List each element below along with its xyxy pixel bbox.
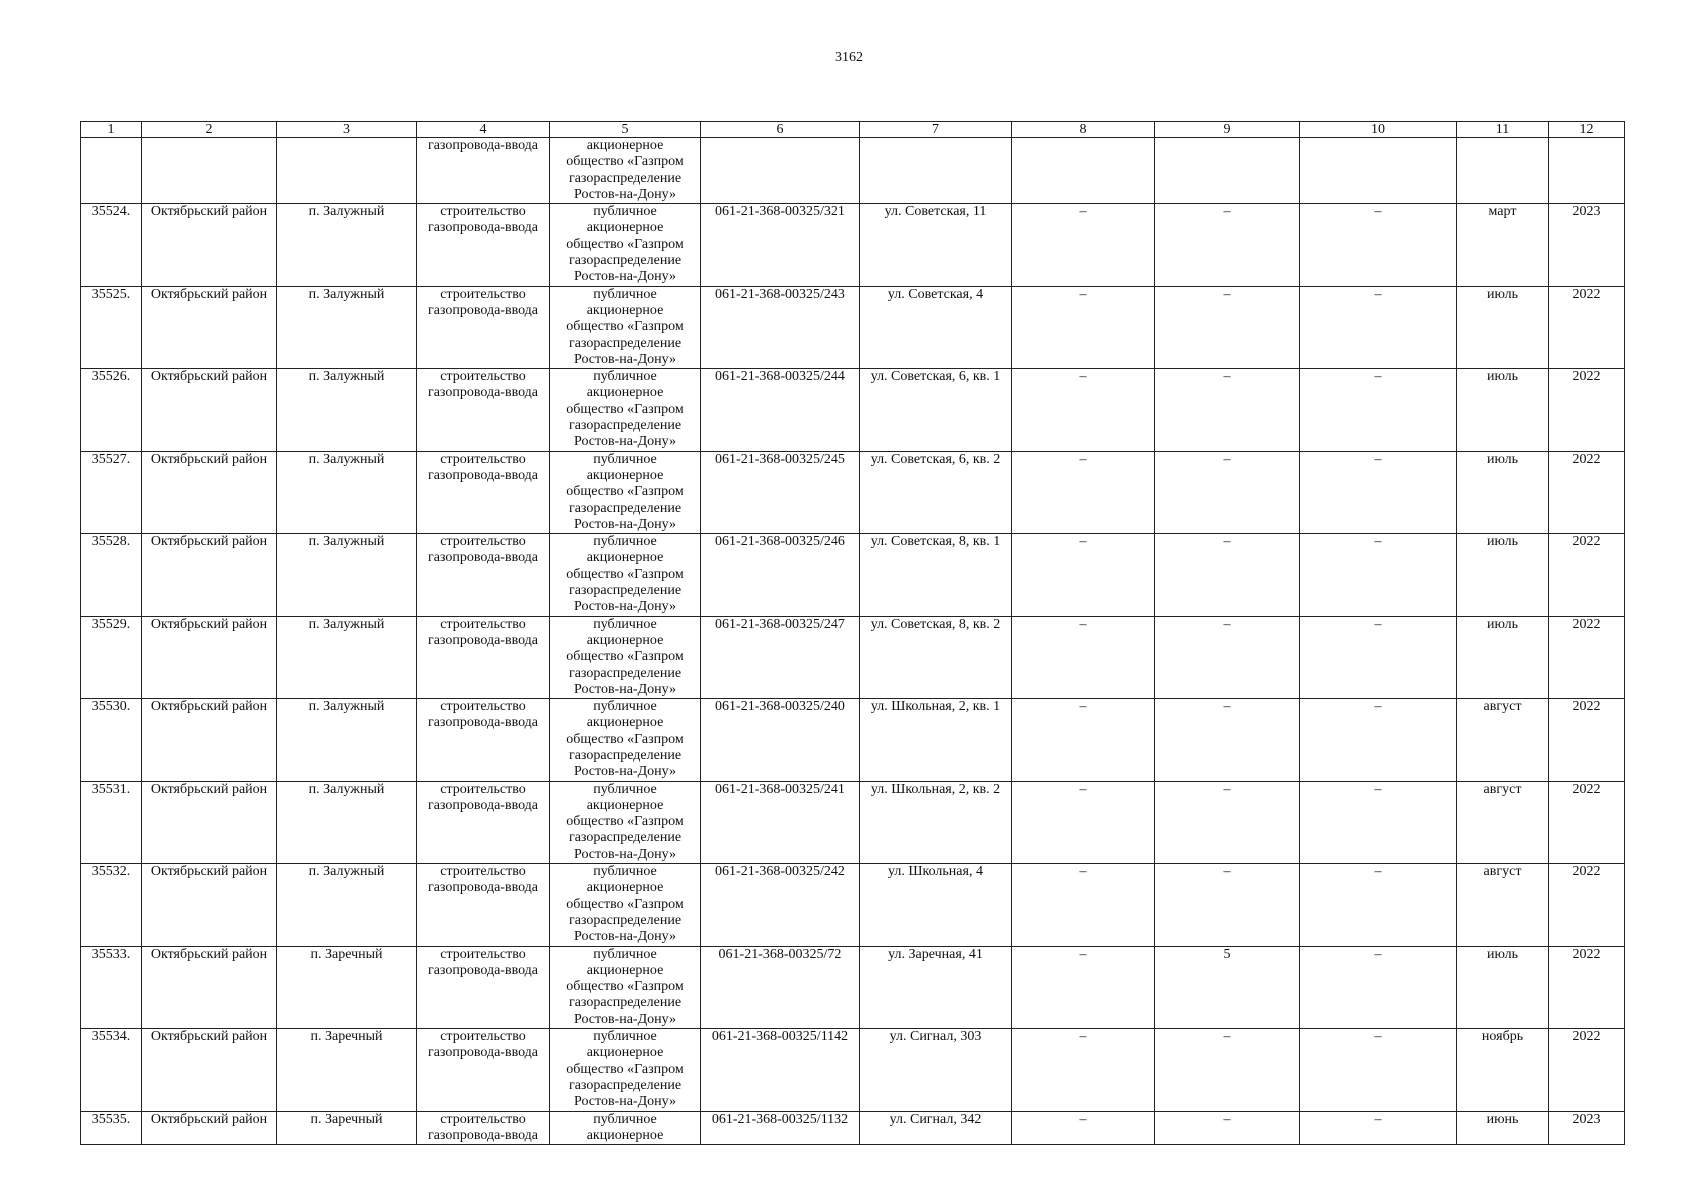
cell-district: Октябрьский район — [142, 534, 277, 616]
cell-address: ул. Школьная, 2, кв. 2 — [860, 781, 1012, 863]
cell-work — [417, 781, 550, 863]
org-line: общество «Газпром — [566, 566, 684, 582]
cell-col9: – — [1155, 1029, 1300, 1111]
org-line: общество «Газпром — [566, 896, 684, 912]
org-line: общество «Газпром — [566, 731, 684, 747]
work-line: строительство — [440, 616, 526, 632]
org-line: публичное — [593, 286, 657, 302]
column-header-4: 4 — [417, 122, 550, 138]
cell-col9: – — [1155, 369, 1300, 451]
cell-number: 35526. — [81, 369, 142, 451]
cell-code: 061-21-368-00325/245 — [701, 451, 860, 533]
cell-year: 2022 — [1549, 534, 1625, 616]
column-header-5: 5 — [550, 122, 701, 138]
org-line: газораспределение — [568, 995, 682, 1011]
org-line: Ростов-на-Дону» — [574, 434, 676, 450]
org-line: Ростов-на-Дону» — [574, 846, 676, 862]
work-line: газопровода-ввода — [427, 962, 539, 978]
cell-work — [417, 1111, 550, 1145]
cell-settlement: п. Заречный — [277, 1111, 417, 1145]
org-line: публичное — [593, 781, 657, 797]
org-line: газораспределение — [568, 912, 682, 928]
cell-year: 2023 — [1549, 1111, 1625, 1145]
org-line: акционерное — [586, 138, 664, 153]
work-line: строительство — [440, 369, 526, 385]
column-header-11: 11 — [1457, 122, 1549, 138]
work-line: газопровода-ввода — [427, 220, 539, 236]
cell-month: март — [1457, 204, 1549, 286]
org-line: Ростов-на-Дону» — [574, 1094, 676, 1110]
register-table — [80, 121, 1625, 1145]
cell-district: Октябрьский район — [142, 616, 277, 698]
cell-col8: – — [1012, 534, 1155, 616]
org-line: акционерное — [586, 962, 664, 978]
cell-col8: – — [1012, 864, 1155, 946]
table-row — [81, 1029, 1625, 1111]
org-line: акционерное — [586, 550, 664, 566]
org-line: газораспределение — [568, 747, 682, 763]
cell-settlement: п. Залужный — [277, 204, 417, 286]
cell-col10: – — [1300, 864, 1457, 946]
cell-year: 2022 — [1549, 946, 1625, 1028]
table-row — [81, 286, 1625, 368]
cell-col8: – — [1012, 946, 1155, 1028]
work-line: газопровода-ввода — [427, 550, 539, 566]
org-line: газораспределение — [568, 170, 682, 186]
cell-district: Октябрьский район — [142, 699, 277, 781]
cell-settlement: п. Залужный — [277, 781, 417, 863]
cell-col9: – — [1155, 699, 1300, 781]
cell-organization — [550, 534, 701, 616]
work-line: строительство — [440, 286, 526, 302]
work-line: строительство — [440, 1029, 526, 1045]
cell-month — [1457, 138, 1549, 204]
cell-year: 2022 — [1549, 781, 1625, 863]
table-row — [81, 534, 1625, 616]
cell-col10: – — [1300, 699, 1457, 781]
column-header-9: 9 — [1155, 122, 1300, 138]
cell-col10: – — [1300, 946, 1457, 1028]
org-line: акционерное — [586, 220, 664, 236]
cell-col10: – — [1300, 781, 1457, 863]
cell-settlement: п. Залужный — [277, 864, 417, 946]
cell-work — [417, 534, 550, 616]
org-line: Ростов-на-Дону» — [574, 599, 676, 615]
cell-work: газопровода-ввода — [417, 138, 550, 204]
table-row — [81, 781, 1625, 863]
org-line: газораспределение — [568, 335, 682, 351]
org-line: публичное — [593, 1029, 657, 1045]
cell-settlement: п. Залужный — [277, 616, 417, 698]
cell-district: Октябрьский район — [142, 781, 277, 863]
work-line: газопровода-ввода — [427, 632, 539, 648]
cell-month: ноябрь — [1457, 1029, 1549, 1111]
cell-work — [417, 699, 550, 781]
table-row — [81, 864, 1625, 946]
org-line: общество «Газпром — [566, 814, 684, 830]
cell-col8: – — [1012, 781, 1155, 863]
org-line: общество «Газпром — [566, 236, 684, 252]
cell-col9: – — [1155, 204, 1300, 286]
cell-organization — [550, 286, 701, 368]
cell-year: 2022 — [1549, 451, 1625, 533]
org-line: общество «Газпром — [566, 484, 684, 500]
cell-year: 2022 — [1549, 286, 1625, 368]
cell-year: 2023 — [1549, 204, 1625, 286]
cell-number: 35531. — [81, 781, 142, 863]
cell-district — [142, 138, 277, 204]
org-line: Ростов-на-Дону» — [574, 764, 676, 780]
cell-code: 061-21-368-00325/1132 — [701, 1111, 860, 1145]
cell-address: ул. Школьная, 4 — [860, 864, 1012, 946]
org-line: Ростов-на-Дону» — [574, 351, 676, 367]
cell-address: ул. Сигнал, 303 — [860, 1029, 1012, 1111]
cell-work — [417, 369, 550, 451]
cell-settlement: п. Залужный — [277, 369, 417, 451]
work-line: газопровода-ввода — [427, 385, 539, 401]
cell-organization — [550, 369, 701, 451]
cell-number: 35527. — [81, 451, 142, 533]
cell-organization — [550, 204, 701, 286]
cell-code: 061-21-368-00325/243 — [701, 286, 860, 368]
cell-work — [417, 616, 550, 698]
cell-month: июль — [1457, 451, 1549, 533]
org-line: акционерное — [586, 632, 664, 648]
cell-year: 2022 — [1549, 699, 1625, 781]
org-line: Ростов-на-Дону» — [574, 186, 676, 202]
org-line: газораспределение — [568, 665, 682, 681]
cell-organization — [550, 1029, 701, 1111]
cell-month: июнь — [1457, 1111, 1549, 1145]
work-line: строительство — [440, 781, 526, 797]
column-header-12: 12 — [1549, 122, 1625, 138]
cell-code: 061-21-368-00325/321 — [701, 204, 860, 286]
org-line: акционерное — [586, 797, 664, 813]
cell-col8: – — [1012, 451, 1155, 533]
cell-address: ул. Советская, 11 — [860, 204, 1012, 286]
table-row — [81, 451, 1625, 533]
cell-month: август — [1457, 864, 1549, 946]
cell-organization — [550, 616, 701, 698]
cell-district: Октябрьский район — [142, 864, 277, 946]
cell-number: 35530. — [81, 699, 142, 781]
work-line: строительство — [440, 946, 526, 962]
org-line: акционерное — [586, 1045, 664, 1061]
cell-col8: – — [1012, 1029, 1155, 1111]
cell-col8: – — [1012, 699, 1155, 781]
cell-organization — [550, 946, 701, 1028]
org-line: Ростов-на-Дону» — [574, 929, 676, 945]
cell-col10: – — [1300, 369, 1457, 451]
org-line: общество «Газпром — [566, 979, 684, 995]
table-body — [81, 138, 1625, 1145]
cell-year: 2022 — [1549, 864, 1625, 946]
cell-number: 35529. — [81, 616, 142, 698]
cell-organization — [550, 781, 701, 863]
work-line: строительство — [440, 204, 526, 220]
cell-work — [417, 451, 550, 533]
cell-work — [417, 946, 550, 1028]
cell-address: ул. Советская, 8, кв. 2 — [860, 616, 1012, 698]
work-line: газопровода-ввода — [427, 1127, 539, 1143]
org-line: газораспределение — [568, 253, 682, 269]
org-line: Ростов-на-Дону» — [574, 269, 676, 285]
cell-settlement: п. Залужный — [277, 534, 417, 616]
org-line: общество «Газпром — [566, 319, 684, 335]
cell-col8 — [1012, 138, 1155, 204]
cell-col8: – — [1012, 286, 1155, 368]
column-header-3: 3 — [277, 122, 417, 138]
column-number-row — [81, 122, 1625, 138]
cell-col8: – — [1012, 1111, 1155, 1145]
cell-col9: – — [1155, 616, 1300, 698]
cell-month: июль — [1457, 946, 1549, 1028]
cell-address — [860, 138, 1012, 204]
org-line: акционерное — [586, 385, 664, 401]
cell-work — [417, 286, 550, 368]
cell-year: 2022 — [1549, 616, 1625, 698]
work-line: газопровода-ввода — [427, 1045, 539, 1061]
cell-col9 — [1155, 138, 1300, 204]
cell-address: ул. Советская, 8, кв. 1 — [860, 534, 1012, 616]
cell-col10: – — [1300, 616, 1457, 698]
cell-district: Октябрьский район — [142, 286, 277, 368]
table-row — [81, 699, 1625, 781]
org-line: публичное — [593, 864, 657, 880]
org-line: публичное — [593, 534, 657, 550]
cell-col9: – — [1155, 286, 1300, 368]
column-header-8: 8 — [1012, 122, 1155, 138]
cell-col9: – — [1155, 1111, 1300, 1145]
cell-organization — [550, 138, 701, 204]
cell-settlement — [277, 138, 417, 204]
cell-col9: – — [1155, 781, 1300, 863]
work-line: газопровода-ввода — [427, 797, 539, 813]
cell-address: ул. Советская, 6, кв. 1 — [860, 369, 1012, 451]
cell-number: 35534. — [81, 1029, 142, 1111]
org-line: общество «Газпром — [566, 154, 684, 170]
cell-year: 2022 — [1549, 369, 1625, 451]
cell-address: ул. Заречная, 41 — [860, 946, 1012, 1028]
org-line: акционерное — [586, 302, 664, 318]
cell-organization — [550, 699, 701, 781]
cell-col10: – — [1300, 286, 1457, 368]
cell-code: 061-21-368-00325/242 — [701, 864, 860, 946]
org-line: газораспределение — [568, 830, 682, 846]
cell-settlement: п. Залужный — [277, 451, 417, 533]
org-line: газораспределение — [568, 1077, 682, 1093]
cell-district: Октябрьский район — [142, 451, 277, 533]
cell-col9: – — [1155, 864, 1300, 946]
cell-code: 061-21-368-00325/240 — [701, 699, 860, 781]
cell-col8: – — [1012, 369, 1155, 451]
org-line: публичное — [593, 369, 657, 385]
page-number: 3162 — [835, 50, 863, 65]
work-line: строительство — [440, 864, 526, 880]
cell-settlement: п. Залужный — [277, 286, 417, 368]
cell-address: ул. Советская, 6, кв. 2 — [860, 451, 1012, 533]
cell-number: 35528. — [81, 534, 142, 616]
cell-settlement: п. Заречный — [277, 946, 417, 1028]
table-row — [81, 369, 1625, 451]
cell-code — [701, 138, 860, 204]
table-row — [81, 946, 1625, 1028]
cell-col9: – — [1155, 451, 1300, 533]
org-line: публичное — [593, 946, 657, 962]
work-line: строительство — [440, 699, 526, 715]
cell-col9: 5 — [1155, 946, 1300, 1028]
org-line: акционерное — [586, 880, 664, 896]
cell-settlement: п. Заречный — [277, 1029, 417, 1111]
cell-work — [417, 864, 550, 946]
org-line: публичное — [593, 1111, 657, 1127]
cell-number — [81, 138, 142, 204]
cell-number: 35525. — [81, 286, 142, 368]
org-line: акционерное — [586, 1127, 664, 1143]
cell-month: июль — [1457, 286, 1549, 368]
cell-address: ул. Школьная, 2, кв. 1 — [860, 699, 1012, 781]
table-row-continuation — [81, 138, 1625, 204]
work-line: газопровода-ввода — [427, 302, 539, 318]
work-line: газопровода-ввода — [427, 467, 539, 483]
work-line: строительство — [440, 1111, 526, 1127]
org-line: акционерное — [586, 715, 664, 731]
cell-district: Октябрьский район — [142, 204, 277, 286]
cell-year: 2022 — [1549, 1029, 1625, 1111]
org-line: газораспределение — [568, 583, 682, 599]
org-line: общество «Газпром — [566, 1061, 684, 1077]
cell-number: 35524. — [81, 204, 142, 286]
org-line: общество «Газпром — [566, 649, 684, 665]
cell-col10: – — [1300, 204, 1457, 286]
cell-col10: – — [1300, 1111, 1457, 1145]
cell-address: ул. Советская, 4 — [860, 286, 1012, 368]
cell-code: 061-21-368-00325/247 — [701, 616, 860, 698]
cell-district: Октябрьский район — [142, 946, 277, 1028]
cell-number: 35533. — [81, 946, 142, 1028]
table-row — [81, 204, 1625, 286]
org-line: Ростов-на-Дону» — [574, 516, 676, 532]
org-line: публичное — [593, 204, 657, 220]
cell-settlement: п. Залужный — [277, 699, 417, 781]
org-line: Ростов-на-Дону» — [574, 1011, 676, 1027]
work-line: строительство — [440, 451, 526, 467]
org-line: акционерное — [586, 467, 664, 483]
org-line: публичное — [593, 699, 657, 715]
cell-district: Октябрьский район — [142, 369, 277, 451]
work-line: строительство — [440, 534, 526, 550]
org-line: публичное — [593, 451, 657, 467]
cell-code: 061-21-368-00325/241 — [701, 781, 860, 863]
cell-work — [417, 204, 550, 286]
cell-col8: – — [1012, 616, 1155, 698]
cell-month: июль — [1457, 369, 1549, 451]
cell-col10: – — [1300, 1029, 1457, 1111]
column-header-1: 1 — [81, 122, 142, 138]
column-header-10: 10 — [1300, 122, 1457, 138]
cell-number: 35532. — [81, 864, 142, 946]
cell-organization — [550, 451, 701, 533]
column-header-6: 6 — [701, 122, 860, 138]
cell-work — [417, 1029, 550, 1111]
work-line: газопровода-ввода — [427, 715, 539, 731]
cell-month: июль — [1457, 616, 1549, 698]
cell-code: 061-21-368-00325/1142 — [701, 1029, 860, 1111]
cell-code: 061-21-368-00325/246 — [701, 534, 860, 616]
cell-col10 — [1300, 138, 1457, 204]
work-line: газопровода-ввода — [427, 880, 539, 896]
cell-district: Октябрьский район — [142, 1029, 277, 1111]
org-line: газораспределение — [568, 500, 682, 516]
cell-code: 061-21-368-00325/72 — [701, 946, 860, 1028]
cell-month: август — [1457, 699, 1549, 781]
org-line: Ростов-на-Дону» — [574, 681, 676, 697]
org-line: публичное — [593, 616, 657, 632]
cell-month: август — [1457, 781, 1549, 863]
cell-col8: – — [1012, 204, 1155, 286]
cell-organization — [550, 864, 701, 946]
cell-number: 35535. — [81, 1111, 142, 1145]
cell-col10: – — [1300, 451, 1457, 533]
cell-month: июль — [1457, 534, 1549, 616]
table-header — [81, 122, 1625, 138]
org-line: общество «Газпром — [566, 401, 684, 417]
cell-year — [1549, 138, 1625, 204]
column-header-2: 2 — [142, 122, 277, 138]
cell-col9: – — [1155, 534, 1300, 616]
column-header-7: 7 — [860, 122, 1012, 138]
cell-col10: – — [1300, 534, 1457, 616]
cell-address: ул. Сигнал, 342 — [860, 1111, 1012, 1145]
table-row — [81, 616, 1625, 698]
cell-district: Октябрьский район — [142, 1111, 277, 1145]
org-line: газораспределение — [568, 418, 682, 434]
cell-code: 061-21-368-00325/244 — [701, 369, 860, 451]
cell-organization — [550, 1111, 701, 1145]
table-row — [81, 1111, 1625, 1145]
